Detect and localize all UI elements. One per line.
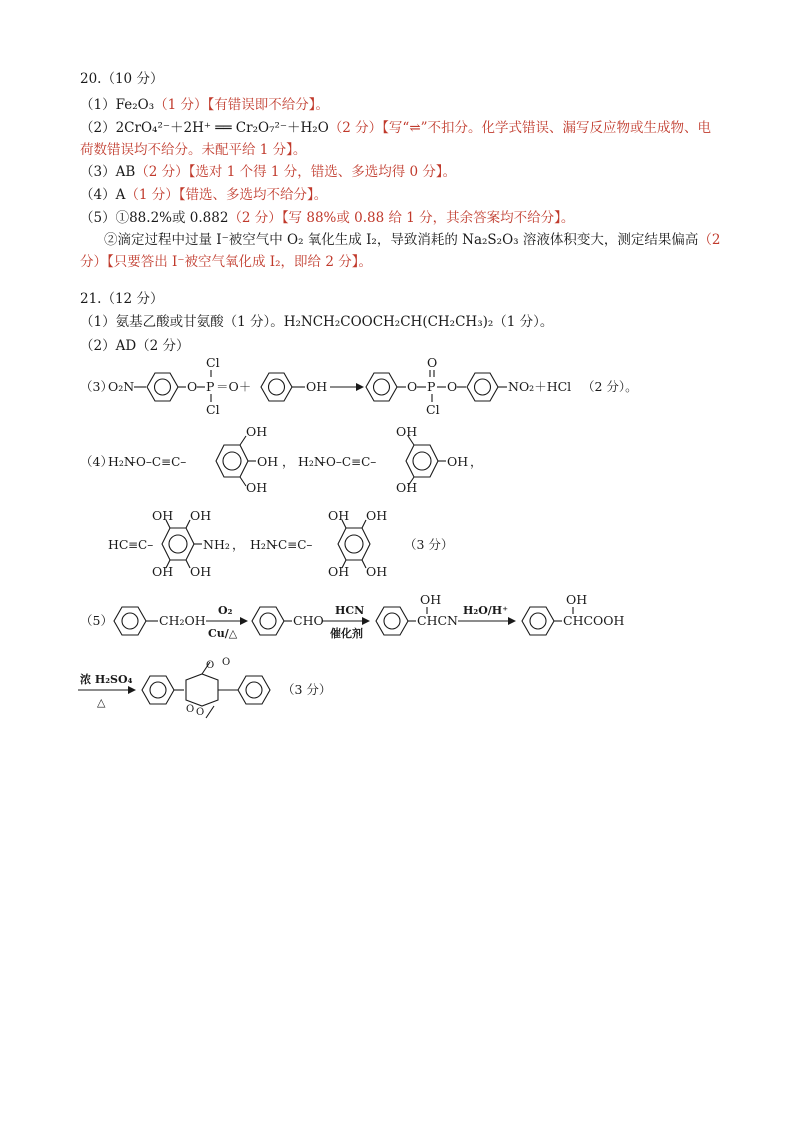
part-label: （5） [80, 210, 116, 226]
score: （2 分）。 [582, 379, 638, 394]
oh-label: OH [190, 564, 212, 579]
part-label: （4） [80, 454, 113, 469]
score: （1 分） [125, 187, 179, 203]
part-label: （1） [80, 97, 116, 113]
ch2oh-label: CH₂OH [159, 613, 206, 628]
oh-label: OH [420, 592, 442, 607]
answer: ①88.2%或 0.882 [115, 210, 229, 226]
benzene-ring [114, 607, 146, 635]
svg-text:–O–C≡C–: –O–C≡C– [320, 455, 377, 469]
oxo-plus-label: ＝O＋ [216, 379, 252, 394]
part-label: （2） [80, 338, 116, 354]
benzene-ring [238, 676, 270, 704]
grading-note: 【选对 1 个得 1 分，错选、多选均得 0 分】。 [188, 164, 457, 180]
cl-label: Cl [206, 355, 220, 370]
reagent-label: O₂ [218, 604, 233, 617]
condition-label: 催化剂 [330, 627, 363, 640]
q21-part4-row2 [108, 508, 453, 579]
p-label: P [206, 379, 215, 394]
nh2-label: NH₂ [203, 537, 230, 552]
answer: 2CrO₄²⁻＋2H⁺ ══ Cr₂O₇²⁻＋H₂O [115, 120, 329, 136]
grading-note: 【写“⇌”不扣分。化学式错误、漏写反应物或生成物、电 [382, 120, 712, 136]
oh-label: OH [328, 508, 350, 523]
grading-note: 【错选、多选均不给分】。 [178, 187, 328, 203]
score: （1 分） [154, 97, 208, 113]
q21-part5-route [78, 592, 625, 718]
benzene-ring [406, 445, 438, 477]
comma: ， [282, 454, 295, 469]
oh-label: OH [366, 508, 388, 523]
benzene-ring [338, 528, 370, 560]
part-label: （3） [80, 164, 116, 180]
h2n-label: H₂N [108, 454, 135, 469]
answer: Fe₂O₃ [115, 97, 155, 113]
chcn-label: CHCN [417, 613, 458, 628]
condition-label: △ [97, 696, 106, 709]
o-label: O [222, 657, 231, 668]
score: （3 分） [404, 537, 454, 552]
answer: AD（2 分） [115, 338, 190, 354]
oh-label: OH [447, 454, 469, 469]
hc-label: HC [108, 537, 129, 552]
reagent-label: H₂O/H⁺ [463, 604, 509, 617]
oh-label: OH [257, 454, 279, 469]
o-label: O [407, 379, 418, 394]
benzene-ring [376, 607, 408, 635]
benzene-ring [261, 373, 292, 401]
cl-label: Cl [206, 402, 220, 417]
o-label: O [186, 704, 195, 715]
svg-text:≡C–: ≡C– [128, 538, 154, 552]
oh-label: OH [366, 564, 388, 579]
score: （3 分） [282, 682, 332, 697]
grading-note: 【只要答出 I⁻被空气氧化成 I₂，即给 2 分】。 [107, 254, 372, 270]
o-label: O [206, 660, 215, 671]
score-cont: 分） [80, 254, 107, 270]
score: （2 分） [228, 210, 282, 226]
oh-label: OH [396, 480, 418, 495]
part-label: （2） [80, 120, 116, 136]
oh-label: OH [190, 508, 212, 523]
part-label: （5） [80, 613, 113, 628]
h2n-label: H₂N [298, 454, 325, 469]
reagent-label: 浓 H₂SO₄ [80, 673, 133, 686]
grading-note: 【有错误即不给分】。 [207, 97, 329, 113]
cho-label: CHO [293, 613, 324, 628]
benzene-ring [147, 373, 178, 401]
svg-text:–O–C≡C–: –O–C≡C– [130, 455, 187, 469]
o-label: O [447, 379, 458, 394]
reagent-label: HCN [335, 604, 365, 617]
benzene-ring [252, 607, 284, 635]
q21-part3-reaction [80, 355, 638, 417]
score: （2 [698, 232, 721, 248]
score: （2 分） [328, 120, 383, 136]
benzene-ring [142, 676, 174, 704]
svg-text:–C≡C–: –C≡C– [272, 538, 313, 552]
comma: ， [470, 454, 483, 469]
answer: 氨基乙酸或甘氨酸（1 分）。H₂NCH₂COOCH₂CH(CH₂CH₃)₂（1 分）。 [115, 314, 554, 330]
benzene-ring [366, 373, 397, 401]
grading-note: 【写 88%或 0.88 给 1 分，其余答案均不给分】。 [281, 210, 575, 226]
part-label: （3） [80, 379, 113, 394]
oh-label: OH [566, 592, 588, 607]
o2n-label: O₂N [108, 379, 135, 394]
cl-label: Cl [426, 402, 440, 417]
condition-label: Cu/△ [208, 627, 238, 640]
comma: ， [232, 537, 245, 552]
q21-header: 21.（12 分） [80, 291, 164, 307]
no2-hcl-label: NO₂＋HCl [508, 379, 572, 394]
benzene-ring [522, 607, 554, 635]
answer: AB [115, 164, 136, 180]
o-label: O [196, 707, 205, 718]
oh-label: OH [396, 424, 418, 439]
o-label: O [187, 379, 198, 394]
answer: ②滴定过程中过量 I⁻被空气中 O₂ 氧化生成 I₂，导致消耗的 Na₂S₂O₃ 溶液体积变大，测定结果偏高 [104, 232, 699, 248]
o-label: O [427, 355, 438, 370]
benzene-ring [467, 373, 498, 401]
h2n-label: H₂N [250, 537, 277, 552]
oh-label: OH [246, 480, 268, 495]
p-label: P [427, 379, 436, 394]
q20-header: 20.（10 分） [80, 71, 164, 87]
benzene-ring [162, 528, 194, 560]
q20-part2-note-cont: 荷数错误均不给分。未配平给 1 分】。 [80, 142, 307, 158]
oh-label: OH [152, 508, 174, 523]
part-label: （4） [80, 187, 116, 203]
answer: A [115, 187, 126, 203]
oh-label: OH [246, 424, 268, 439]
oh-label: OH [328, 564, 350, 579]
score: （2 分） [135, 164, 189, 180]
q21-part4-row1 [80, 424, 483, 495]
part-label: （1） [80, 314, 116, 330]
oh-label: OH [306, 379, 328, 394]
chcooh-label: CHCOOH [563, 613, 625, 628]
oh-label: OH [152, 564, 174, 579]
benzene-ring [216, 445, 248, 477]
